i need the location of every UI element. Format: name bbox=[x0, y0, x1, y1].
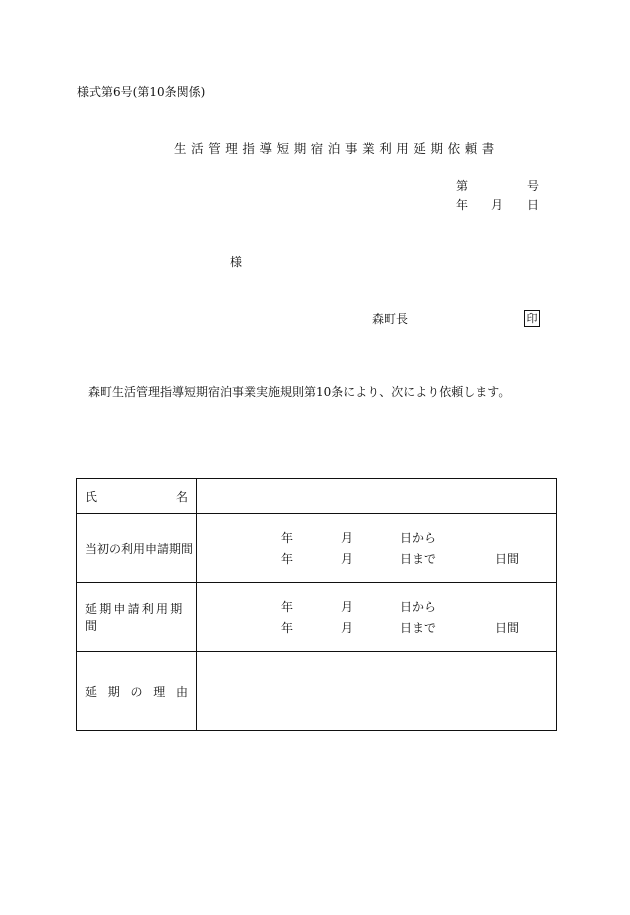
name-label-1: 氏 bbox=[85, 489, 98, 504]
extension-period-label: 延期申請利用期間 bbox=[85, 602, 185, 633]
form-number: 様式第6号(第10条関係) bbox=[77, 85, 206, 99]
date-year-label: 年 bbox=[456, 198, 469, 212]
extension-from-month: 月 bbox=[341, 600, 354, 614]
initial-period-value-cell[interactable] bbox=[197, 514, 557, 583]
request-form-table bbox=[76, 478, 557, 731]
name-label-cell bbox=[77, 479, 197, 514]
initial-from-month: 月 bbox=[341, 531, 354, 545]
reason-label-char: 理 bbox=[153, 684, 166, 699]
reason-label-cell bbox=[77, 652, 197, 731]
reason-label-char: 期 bbox=[107, 684, 120, 699]
initial-from-day: 日から bbox=[400, 531, 437, 545]
body-text: 森町生活管理指導短期宿泊事業実施規則第10条により、次により依頼します。 bbox=[88, 385, 511, 399]
reason-label-char: 延 bbox=[85, 684, 98, 699]
extension-to-month: 月 bbox=[341, 621, 354, 635]
date-day-label: 日 bbox=[527, 198, 540, 212]
addressee-honorific: 様 bbox=[230, 255, 243, 269]
name-value-cell[interactable] bbox=[197, 479, 557, 514]
initial-to-year: 年 bbox=[281, 552, 294, 566]
name-label-2: 名 bbox=[175, 489, 188, 504]
reason-label-char: の bbox=[130, 684, 143, 699]
initial-to-month: 月 bbox=[341, 552, 354, 566]
reason-label-char: 由 bbox=[175, 684, 188, 699]
issuer-name: 森町長 bbox=[372, 312, 409, 326]
table-row-name bbox=[77, 479, 557, 514]
initial-total-days: 日間 bbox=[495, 552, 520, 566]
table-row-extension-period bbox=[77, 583, 557, 652]
extension-period-value-cell[interactable] bbox=[197, 583, 557, 652]
extension-from-day: 日から bbox=[400, 600, 437, 614]
extension-from-year: 年 bbox=[281, 600, 294, 614]
doc-number-suffix: 号 bbox=[527, 179, 540, 193]
table-row-initial-period bbox=[77, 514, 557, 583]
table-row-reason bbox=[77, 652, 557, 731]
initial-period-label: 当初の利用申請期間 bbox=[85, 541, 194, 556]
extension-to-day: 日まで bbox=[400, 621, 437, 635]
initial-from-year: 年 bbox=[281, 531, 294, 545]
seal-stamp: 印 bbox=[524, 310, 540, 327]
reason-value-cell[interactable] bbox=[197, 652, 557, 731]
document-title: 生活管理指導短期宿泊事業利用延期依頼書 bbox=[174, 141, 499, 156]
extension-period-label-cell bbox=[77, 583, 197, 652]
doc-number-prefix: 第 bbox=[456, 179, 469, 193]
extension-total-days: 日間 bbox=[495, 621, 520, 635]
initial-to-day: 日まで bbox=[400, 552, 437, 566]
extension-to-year: 年 bbox=[281, 621, 294, 635]
date-month-label: 月 bbox=[491, 198, 504, 212]
initial-period-label-cell bbox=[77, 514, 197, 583]
